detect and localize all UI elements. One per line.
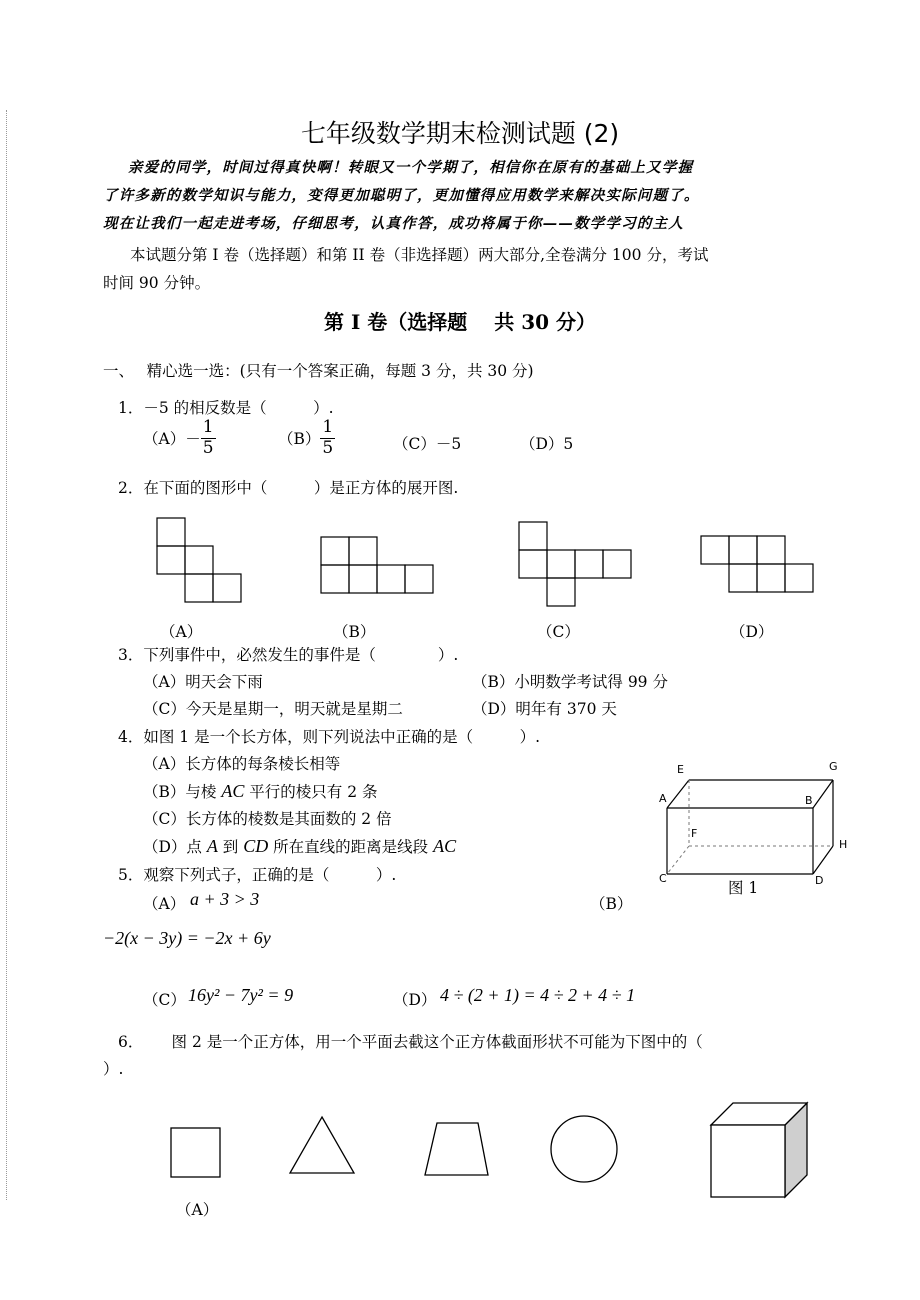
circle-shape <box>551 1116 617 1182</box>
intro-line-1: 亲爱的同学，时间过得真快啊！转眼又一个学期了，相信你在原有的基础上又学握 <box>128 159 694 176</box>
trapezoid-shape <box>425 1123 488 1175</box>
triangle-shape <box>290 1117 354 1173</box>
q5-option-b-label: （B） <box>590 895 633 913</box>
vertex-label-b: B <box>805 794 813 807</box>
q1-stem: 1．－5 的相反数是（ ）. <box>118 399 334 417</box>
vertex-label-f: F <box>691 827 698 840</box>
q1-option-c: （C）－5 <box>393 435 462 453</box>
q4-stem: 4．如图 1 是一个长方体，则下列说法中正确的是（ ）. <box>118 728 541 746</box>
q4-b-math: AC <box>221 781 245 801</box>
vertex-label-c: C <box>659 872 667 885</box>
net-c <box>519 522 631 606</box>
q2-label-b: （B） <box>333 623 376 641</box>
q2-cube-nets-figure <box>0 510 920 650</box>
fraction-numerator: 1 <box>322 417 334 437</box>
q4-d-math-2: CD <box>243 836 269 856</box>
q4-option-a: （A）长方体的每条棱长相等 <box>143 755 341 773</box>
page-title: 七年级数学期末检测试题 (2) <box>300 119 620 148</box>
binding-margin-line <box>6 110 7 1200</box>
section-title: 第 I 卷（选择题 共 30 分） <box>323 310 596 334</box>
intro-line-2: 了许多新的数学知识与能力，变得更加聪明了，更加懂得应用数学来解决实际问题了。 <box>103 187 700 204</box>
part1-heading: 一、 精心选一选：(只有一个答案正确，每题 3 分，共 30 分) <box>103 362 534 380</box>
vertex-label-e: E <box>677 763 684 776</box>
q4-option-b <box>143 780 378 802</box>
q2-label-d: （D） <box>730 623 774 641</box>
q3-stem: 3．下列事件中，必然发生的事件是（ ）. <box>118 646 459 664</box>
exam-info-line-1: 本试题分第 I 卷（选择题）和第 II 卷（非选择题）两大部分,全卷满分 100 分，考试 <box>130 246 709 264</box>
q2-label-c: （C） <box>537 623 580 641</box>
vertex-label-a: A <box>659 792 667 805</box>
exam-info-line-2: 时间 90 分钟。 <box>103 274 211 292</box>
q6-shapes-figure <box>0 1095 920 1205</box>
net-d <box>701 536 813 592</box>
figure-2-cube <box>711 1103 807 1197</box>
q4-d-text-3: 所在直线的距离是线段 <box>268 838 434 856</box>
net-a <box>157 518 241 602</box>
q2-stem: 2．在下面的图形中（ ）是正方体的展开图. <box>118 479 459 497</box>
intro-line-3: 现在让我们一起走进考场，仔细思考，认真作答，成功将属于你——数学学习的主人 <box>103 215 684 232</box>
q5-option-b-expr: −2(x − 3y) = −2x + 6y <box>103 928 271 948</box>
q1-option-a-fraction <box>201 418 216 458</box>
vertex-label-d: D <box>815 874 824 887</box>
fraction-denominator: 5 <box>322 437 334 458</box>
q1-option-a <box>143 418 216 458</box>
q4-option-c: （C）长方体的棱数是其面数的 2 倍 <box>143 810 392 828</box>
vertex-label-g: G <box>829 760 838 773</box>
q4-d-text-2: 到 <box>217 838 244 856</box>
q5-option-a-label: （A） <box>143 895 186 913</box>
vertex-label-h: H <box>839 838 848 851</box>
q5-option-a-expr: a + 3 > 3 <box>190 889 260 909</box>
fraction-denominator: 5 <box>202 437 214 458</box>
q3-option-c: （C）今天是星期一，明天就是星期二 <box>143 700 403 718</box>
q4-b-text: （B）与棱 <box>143 783 222 801</box>
q3-option-b: （B）小明数学考试得 99 分 <box>472 673 668 691</box>
q4-option-d <box>143 835 456 857</box>
q1-option-d: （D）5 <box>520 435 574 453</box>
q4-d-math-3: AC <box>433 836 457 856</box>
q3-option-a: （A）明天会下雨 <box>143 673 263 691</box>
q1-option-b-fraction <box>320 418 335 458</box>
q6-stem-line-1: 6． 图 2 是一个正方体，用一个平面去截这个正方体截面形状不可能为下图中的（ <box>118 1033 703 1051</box>
q6-stem-line-2: ）. <box>103 1060 124 1078</box>
q2-label-a: （A） <box>160 623 203 641</box>
q4-d-math-1: A <box>206 836 218 856</box>
q5-stem: 5．观察下列式子，正确的是（ ）. <box>118 866 397 884</box>
q1-option-a-label: （A）－ <box>143 430 201 449</box>
q1-option-b-label: （B） <box>278 430 321 449</box>
fraction-numerator: 1 <box>202 417 214 437</box>
q4-d-text: （D）点 <box>143 838 207 856</box>
figure-1-caption: 图 1 <box>728 879 759 897</box>
q3-option-d: （D）明年有 370 天 <box>472 700 617 718</box>
net-b <box>321 537 433 593</box>
q5-option-d-expr: 4 ÷ (2 + 1) = 4 ÷ 2 + 4 ÷ 1 <box>440 985 636 1005</box>
q4-b-text-2: 平行的棱只有 2 条 <box>244 783 378 801</box>
q5-option-c-label: （C） <box>143 991 186 1009</box>
square-shape <box>171 1128 220 1177</box>
q5-option-d-label: （D） <box>393 991 437 1009</box>
q6-label-a: （A） <box>176 1201 219 1219</box>
q1-option-b <box>278 418 335 458</box>
q5-option-c-expr: 16y² − 7y² = 9 <box>188 985 294 1005</box>
